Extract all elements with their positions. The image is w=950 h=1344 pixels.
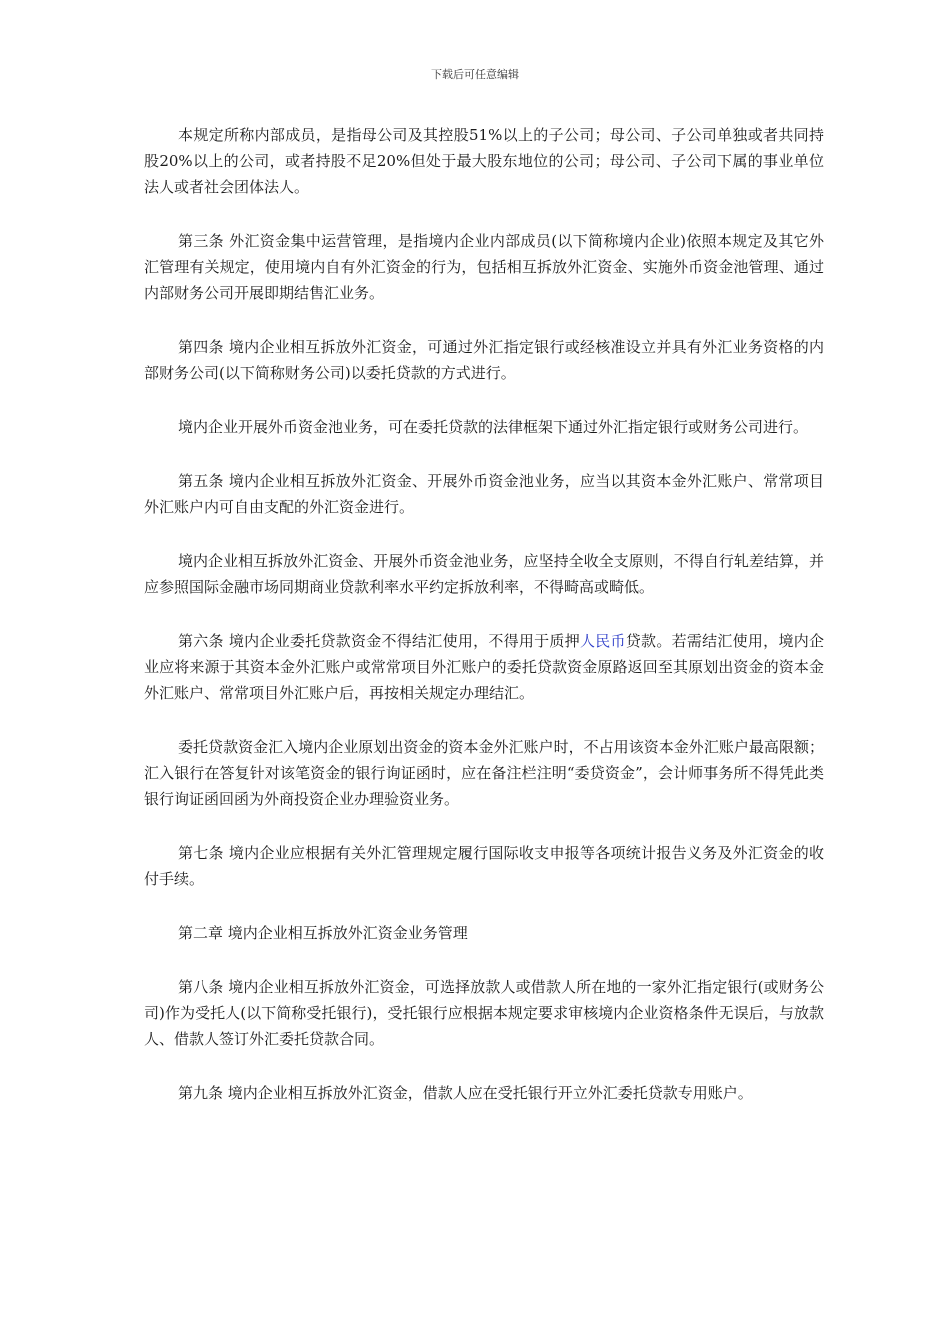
paragraph-article-4: 第四条 境内企业相互拆放外汇资金，可通过外汇指定银行或经核准设立并具有外汇业务资格的内部财务公司(以下简称财务公司)以委托贷款的方式进行。 (144, 338, 824, 382)
paragraph-article-9: 第九条 境内企业相互拆放外汇资金，借款人应在受托银行开立外汇委托贷款专用账户。 (178, 1084, 753, 1102)
paragraph-article-8: 第八条 境内企业相互拆放外汇资金，可选择放款人或借款人所在地的一家外汇指定银行(或财务公司)作为受托人(以下简称受托银行)，受托银行应根据本规定要求审核境内企业资格条件无误后，与放款人、借款人签订外汇委托贷款合同。 (144, 978, 824, 1048)
paragraph-internal-members: 本规定所称内部成员，是指母公司及其控股51%以上的子公司；母公司、子公司单独或者共同持股20%以上的公司，或者持股不足20%但处于最大股东地位的公司；母公司、子公司下属的事业单位法人或者社会团体法人。 (144, 126, 824, 196)
article-6-text-before: 第六条 境内企业委托贷款资金不得结汇使用，不得用于质押 (178, 632, 580, 650)
document-body (144, 122, 824, 1134)
paragraph-full-receipt-principle: 境内企业相互拆放外汇资金、开展外币资金池业务，应坚持全收全支原则，不得自行轧差结算，并应参照国际金融市场同期商业贷款利率水平约定拆放利率，不得畸高或畸低。 (144, 552, 824, 596)
paragraph-entrusted-loan-inflow: 委托贷款资金汇入境内企业原划出资金的资本金外汇账户时，不占用该资本金外汇账户最高限额；汇入银行在答复针对该笔资金的银行询证函时，应在备注栏注明“委贷资金”，会计师事务所不得凭此类银行询证函回函为外商投资企业办理验资业务。 (144, 738, 824, 808)
chapter-2-heading: 第二章 境内企业相互拆放外汇资金业务管理 (178, 924, 468, 942)
paragraph-article-7: 第七条 境内企业应根据有关外汇管理规定履行国际收支申报等各项统计报告义务及外汇资金的收付手续。 (144, 844, 824, 888)
paragraph-article-3: 第三条 外汇资金集中运营管理，是指境内企业内部成员(以下简称境内企业)依照本规定及其它外汇管理有关规定，使用境内自有外汇资金的行为，包括相互拆放外汇资金、实施外币资金池管理、通过内部财务公司开展即期结售汇业务。 (144, 232, 824, 302)
paragraph-article-5: 第五条 境内企业相互拆放外汇资金、开展外币资金池业务，应当以其资本金外汇账户、常常项目外汇账户内可自由支配的外汇资金进行。 (144, 472, 824, 516)
page-header: 下载后可任意编辑 (431, 68, 519, 81)
article-6-text-after: 贷款。若需结汇使用，境内企业应将来源于其资本金外汇账户或常常项目外汇账户的委托贷款资金原路返回至其原划出资金的资本金外汇账户、常常项目外汇账户后，再按相关规定办理结汇。 (144, 632, 824, 702)
paragraph-article-6 (144, 628, 824, 706)
rmb-link[interactable]: 人民币 (579, 632, 626, 650)
paragraph-cash-pool: 境内企业开展外币资金池业务，可在委托贷款的法律框架下通过外汇指定银行或财务公司进行。 (178, 418, 809, 436)
